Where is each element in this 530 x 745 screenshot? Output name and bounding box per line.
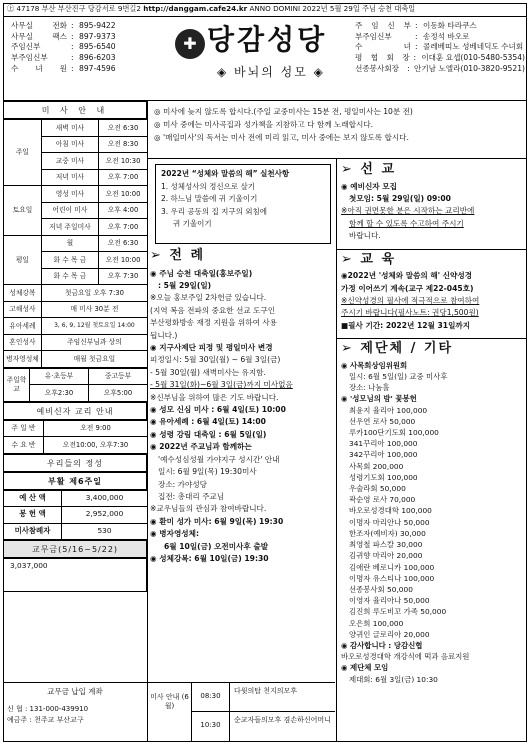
school-table — [3, 368, 148, 402]
table-row: 저녁 미사 오후 7:00 — [4, 169, 148, 186]
table-row: 토요일 영성 미사 오전 10:00 — [4, 186, 148, 203]
table-row: 혼인성사 주임신부님과 상의 — [4, 334, 148, 351]
notice-3: ◎ '매일미사'의 독서는 미사 전에 미리 읽고, 미사 중에는 보지 않도록 합시다. — [154, 133, 409, 142]
account-heading: 교무금 납입 계좌 — [47, 687, 103, 696]
table-row: 병자영성체 매월 첫금요일 — [4, 351, 148, 368]
page-title: 당감성당 — [207, 23, 328, 56]
preparatory-heading: 예비신자 교리 안내 — [3, 402, 147, 420]
address: ㊤ 47178 부산 부산진구 당감서로 9번길2 — [7, 4, 141, 13]
anno-date: ANNO DOMINI 2022년 5월 29일 주님 승천 대축일 — [249, 4, 416, 13]
page-subtitle: ◈ 바뇌의 성모 ◈ — [217, 65, 325, 79]
preparatory-table — [3, 420, 148, 454]
site-url[interactable]: http://danggam.cafe24.kr — [143, 4, 248, 13]
account-holder: 예금주 : 천주교 부산교구 — [7, 716, 84, 725]
right-column — [337, 160, 527, 687]
account-box — [3, 683, 148, 742]
table-row: 10:30 순교자들의모후 겸손하신어머니 — [192, 712, 335, 742]
finance-heading: 우리들의 정성 — [3, 454, 147, 472]
table-row: 예 산 액 3,400,000 — [4, 490, 148, 507]
table-row: 교중 미사 오전 10:30 — [4, 153, 148, 170]
june-mass-table — [192, 683, 335, 742]
practice-item: 3. 우리 공동의 집 지구의 외침에 — [161, 206, 268, 216]
practice-title: 2022년 “성체와 말씀의 해” 실천사항 — [161, 169, 290, 178]
top-bar — [3, 3, 527, 17]
table-row: 주일 새벽 미사 오전 6:30 — [4, 120, 148, 137]
table-row: 08:30 다윗의탑 천지의모후 — [192, 683, 335, 712]
june-mass-label: 미사 안내 (6월) — [148, 683, 192, 742]
practice-item: 1. 성체성사의 정신으로 살기 — [161, 181, 256, 191]
left-column — [3, 101, 148, 682]
divider — [337, 338, 527, 339]
practice-item: 2. 하느님 말씀에 귀 기울이기 — [161, 194, 258, 203]
practice-box — [155, 164, 331, 244]
mass-schedule-heading: 미 사 안 내 — [3, 101, 147, 119]
community-title: ➢ 제단체 / 기타 — [341, 341, 454, 357]
liturgy-body: ◉ 주님 승천 대축일(홍보주일) : 5월 29일(일) ※오늘 홍보주일 2차헌금 있습니다. (지역 복음 전파의 중요한 선교 도구인 부산평화방송 재정 지원을 위하여 사용 됩니다.) ◉ 지구사제단 피정 및 평일미사 변경 피정일시: 5월 30일(월) ~ 6월 3일(금) - 5월 30일(월) 새벽미사는 유지함. - 5월 31일(화)~6월 3일(금)까지 미사없음 ※신부님을 위하여 많은 기도 바랍니다. ◉ 성모 신심 미사 : 6월 4일(토) 10:00 ◉ 유아세례 : 6월 4일(토) 14:00 ◉ 성령 강림 대축일 : 6월 5일(일) ◉ 2022년 주교님과 함께하는 '예수성심성월 가야지구 성시간' 안내 일시: 6월 9일(목) 19:30미사 장소: 가야성당 집전: 총대리 주교님 ※교우님들의 관심과 참여바랍니다. ◉ 환미 성가 미사: 6월 9일(목) 19:30 ◉ 병자영성체: 6월 10일(금) 오전미사후 출발 ◉ 성체강복: 6월 10일(금) 19:30 — [150, 268, 293, 563]
header — [3, 17, 527, 101]
notice-strip — [148, 101, 527, 159]
divider — [337, 249, 527, 250]
finance-table — [3, 490, 148, 541]
clergy-info: 주 임 신 부 : 이동화 타라쿠스 부주임신부 : 송정석 바오로 수 녀 : 콜레베띠노 성베네딕도 수녀회 평 협 회 장 : 이대훈 요셉(010-5480-5354) 선종봉사회장 : 안기남 노엘라(010-3820-9521) — [355, 21, 525, 73]
table-row: 평일 월 오전 6:30 — [4, 235, 148, 252]
table-row: 아침 미사 오전 8:30 — [4, 136, 148, 153]
table-row: 주 일 반 오전 9:00 — [4, 420, 148, 437]
liturgy-title: ➢ 전 례 — [150, 248, 206, 263]
school-fee-value: 3,037,000 — [3, 558, 147, 592]
table-row: 성체강복 첫금요일 오후 7:30 — [4, 285, 148, 302]
contact-info: 사무실 전화 : 895-9422 사무실 팩스 : 897-9373 주임신부 : 895-6540 부주임신부 : 896-6203 수 녀 원 : 897-4596 — [11, 21, 116, 73]
liturgy-section — [150, 248, 334, 565]
school-fee-heading: 교무금(5/16~5/22) — [3, 540, 147, 558]
education-section: ➢ 교 육 ◉2022년 '성체와 말씀의 해' 신약성경 가정 이어쓰기 계속(교구 제22-045호) ※신약성경의 필사에 적극적으로 참여하여 주시기 바랍니다(필사노트: 권당1,500원) ■필사 기간: 2022년 12월 31일까지 — [337, 250, 527, 335]
practice-item: 귀 기울이기 — [173, 219, 212, 228]
notice-1: ◎ 미사에 늦지 않도록 합시다.(주일 교중미사는 15분 전, 평일미사는 10분 전) — [154, 107, 413, 116]
account-number: 신 협 : 131-000-439910 — [7, 705, 89, 713]
mission-title: ➢ 선 교 — [341, 162, 397, 177]
table-row: 수 요 반 오전10:00, 오후7:30 — [4, 437, 148, 454]
finance-subheading: 부활 제6주일 — [3, 472, 147, 490]
mass-schedule-table — [3, 119, 148, 368]
table-row: 어린이 미사 오후 4:00 — [4, 202, 148, 219]
community-section: ➢ 제단체 / 기타 ◉ 사목회상임위원회 일시: 6월 5일(일) 교중 미사후 장소: 나눔홀 ◉ '성모님의 밤' 꽃봉헌 최윤지 율리아 100,000 선우연 로사 50,000 루카100단기도회 100,000 341꾸리아 100,000 342꾸리아 100,000 사목회 200,000 성령기도회 100,000 우술라회 50,000 곽순영 로사 70,000 바오로성경대학 100,000 이명자 마리안나 50,000 한조자(예비자) 30,000 최영철 파스칼 30,000 김귀향 마리아 20,000 김애란 베로니카 100,000 이명자 유스티나 100,000 선종봉사회 50,000 이영자 율리아나 50,000 김진희 루도비꼬 가족 50,000 오은희 100,000 양귀인 글로리아 20,000 ◉ 감사합니다 : 당감신협 바오로성경대학 개강식에 떡과 음료지원 ◉ 제단체 모임 제대회: 6월 3일(금) 10:30 — [337, 339, 527, 686]
table-row: 화 수 목 금 오후 7:30 — [4, 268, 148, 285]
table-row: 화 수 목 금 오전 10:00 — [4, 252, 148, 269]
mission-section: ➢ 선 교 ◉ 예비신자 모집 첫모임: 5월 29일(일) 09:00 ※아직 권면못한 분은 시작하는 교리반에 함께 할 수 있도록 수고하여 주시기 바랍니다. — [337, 160, 527, 245]
church-logo-icon: ✚ — [175, 29, 205, 59]
table-row: 오후2:30 오후5:00 — [4, 385, 148, 402]
table-row: 저녁 주일미사 오후 7:00 — [4, 219, 148, 236]
notice-2: ◎ 미사 중에는 미사곡집과 성가책을 지참하고 다 함께 노래합시다. — [154, 120, 374, 129]
table-row: 봉 헌 액 2,952,000 — [4, 507, 148, 524]
bottom-row — [3, 682, 335, 742]
table-row: 유아세례 3, 6, 9, 12월 첫토요일 14:00 — [4, 318, 148, 335]
table-row: 미사참례자 530 — [4, 523, 148, 540]
education-title: ➢ 교 육 — [341, 251, 397, 267]
table-row: 고해성사 매 미사 30분 전 — [4, 301, 148, 318]
table-row: 주일학교 유·초등부 중고등부 — [4, 368, 148, 385]
logo-area — [175, 23, 345, 95]
